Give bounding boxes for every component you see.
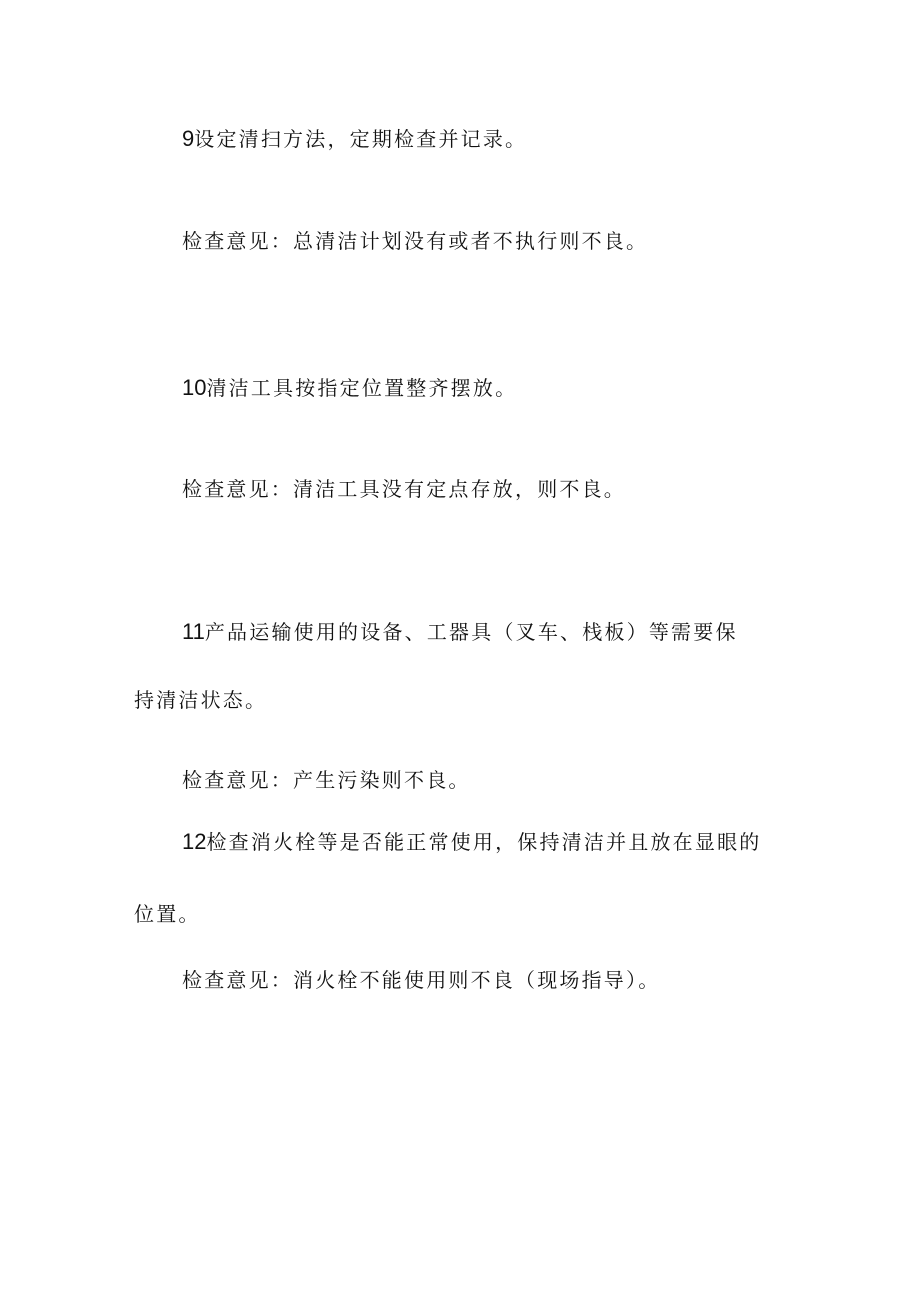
item-text: 检查消火栓等是否能正常使用，保持清洁并且放在显眼的 (206, 830, 762, 854)
item-number: 10 (182, 375, 207, 400)
item-text: 产品运输使用的设备、工器具（叉车、栈板）等需要保 (204, 620, 738, 644)
item-12-continuation: 位置。 (134, 902, 201, 926)
item-number: 9 (182, 126, 195, 151)
item-10-heading (182, 374, 517, 402)
item-number: 12 (182, 829, 207, 854)
item-12-opinion: 检查意见：消火栓不能使用则不良（现场指导）。 (182, 968, 661, 992)
item-9-heading (182, 125, 527, 153)
item-text: 设定清扫方法，定期检查并记录。 (194, 127, 528, 151)
item-11-heading (182, 618, 738, 646)
item-11-opinion: 检查意见：产生污染则不良。 (182, 768, 471, 792)
item-text: 清洁工具按指定位置整齐摆放。 (206, 376, 518, 400)
item-11-continuation: 持清洁状态。 (134, 688, 268, 712)
item-12-heading (182, 828, 761, 856)
item-9-opinion: 检查意见：总清洁计划没有或者不执行则不良。 (182, 229, 649, 253)
item-10-opinion: 检查意见：清洁工具没有定点存放，则不良。 (182, 477, 626, 501)
item-number: 11 (182, 619, 205, 644)
